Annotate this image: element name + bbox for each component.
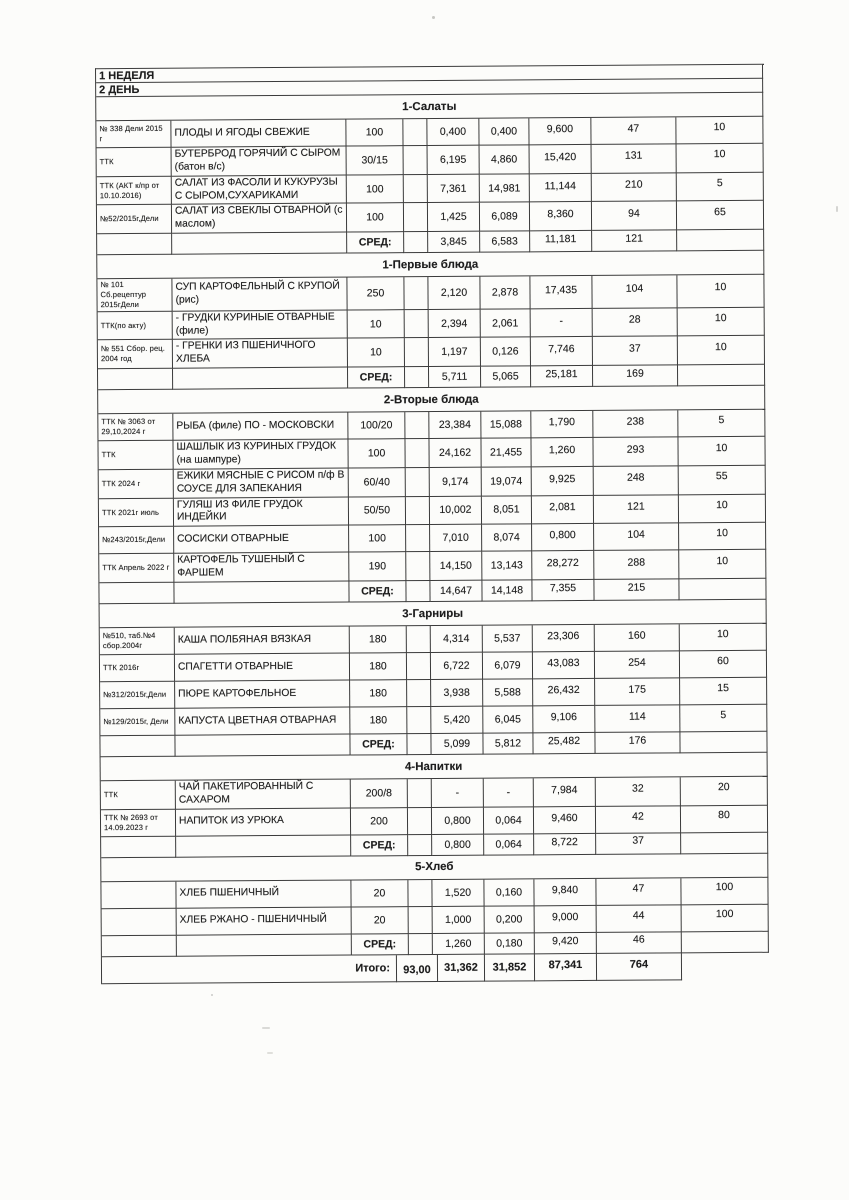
recipe-source-cell: № 338 Дели 2015 г: [96, 121, 171, 148]
value-cell: 3,938: [431, 680, 483, 707]
value-cell: 5: [677, 173, 764, 202]
avg-empty-cell: [682, 932, 769, 954]
total-value-cell: 31,852: [485, 954, 535, 981]
value-cell: 1,000: [433, 906, 485, 933]
value-cell: 1,790: [531, 411, 593, 438]
dish-name-cell: ШАШЛЫК ИЗ КУРИНЫХ ГРУДОК (на шампуре): [173, 440, 348, 470]
recipe-source-cell: [102, 908, 177, 935]
value-cell: 13,143: [482, 552, 532, 581]
table-row: [99, 550, 767, 583]
recipe-source-cell: [101, 881, 176, 908]
value-cell: 2,394: [429, 309, 481, 338]
spacer-cell: [406, 497, 430, 526]
avg-empty-cell: [176, 835, 351, 857]
portion-cell: 100: [349, 525, 406, 552]
recipe-source-cell: ТТК: [98, 441, 173, 470]
avg-value-cell: 11,181: [530, 231, 592, 252]
total-value-cell: 87,341: [535, 954, 597, 981]
avg-label-cell: СРЕД:: [349, 581, 406, 602]
avg-value-cell: 121: [592, 231, 677, 253]
value-cell: 10: [679, 494, 766, 523]
value-cell: 44: [597, 905, 682, 933]
spacer-cell: [408, 835, 432, 856]
value-cell: 42: [596, 806, 681, 834]
value-cell: 7,984: [534, 778, 596, 807]
spacer-cell: [404, 146, 428, 175]
value-cell: 14,981: [480, 174, 530, 203]
dish-name-cell: РЫБА (филе) ПО - МОСКОВСКИ: [173, 413, 348, 441]
value-cell: 55: [679, 466, 766, 495]
section-title: 5-Хлеб: [101, 854, 768, 882]
value-cell: 2,120: [428, 277, 480, 310]
value-cell: 23,306: [533, 625, 595, 652]
avg-value-cell: 9,420: [535, 933, 597, 954]
value-cell: 0,160: [484, 879, 534, 906]
value-cell: 0,800: [432, 807, 484, 834]
portion-cell: 10: [348, 339, 405, 368]
value-cell: 5,537: [483, 625, 533, 652]
dish-name-cell: ГУЛЯШ ИЗ ФИЛЕ ГРУДОК ИНДЕЙКИ: [174, 497, 349, 527]
value-cell: 47: [591, 117, 676, 145]
recipe-source-cell: № 101 Сб.рецептур 2015гДели: [97, 279, 172, 312]
value-cell: 60: [680, 651, 767, 679]
avg-value-cell: 0,064: [484, 834, 534, 855]
avg-value-cell: 1,260: [433, 933, 485, 954]
portion-cell: 100/20: [348, 412, 405, 439]
value-cell: 10: [679, 550, 766, 579]
value-cell: 5: [680, 705, 767, 733]
document-sheet: [95, 64, 770, 984]
value-cell: 100: [682, 905, 769, 933]
week-label: 1 НЕДЕЛЯ: [96, 65, 763, 83]
table-row: [97, 275, 765, 312]
value-cell: 47: [596, 878, 681, 906]
value-cell: 175: [595, 678, 680, 706]
value-cell: 10: [678, 437, 765, 466]
value-cell: 11,144: [530, 174, 592, 203]
avg-value-cell: 3,845: [428, 232, 480, 253]
avg-empty-cell: [680, 732, 767, 754]
menu-table-body: [96, 93, 770, 984]
value-cell: 14,150: [430, 552, 482, 581]
value-cell: 248: [594, 466, 679, 495]
value-cell: 4,314: [431, 626, 483, 653]
value-cell: 43,083: [533, 652, 595, 679]
portion-cell: 100: [346, 119, 403, 146]
avg-empty-cell: [98, 369, 173, 390]
avg-empty-cell: [681, 833, 768, 855]
spacer-cell: [409, 907, 433, 934]
table-row: [97, 144, 765, 177]
avg-value-cell: 25,482: [533, 733, 595, 754]
value-cell: 0,064: [484, 807, 534, 834]
value-cell: 6,045: [483, 706, 533, 733]
recipe-source-cell: №52/2015г,Дели: [97, 205, 172, 234]
value-cell: 100: [681, 878, 768, 906]
avg-empty-cell: [102, 935, 177, 956]
avg-empty-cell: [99, 583, 174, 604]
spacer-cell: [407, 734, 431, 755]
dish-name-cell: САЛАТ ИЗ ФАСОЛИ И КУКУРУЗЫ С СЫРОМ,СУХАРИКАМИ: [172, 175, 347, 205]
dish-name-cell: КАША ПОЛБЯНАЯ ВЯЗКАЯ: [175, 627, 350, 655]
scan-speck: [267, 1052, 273, 1054]
scan-speck: [432, 16, 435, 19]
value-cell: 28: [593, 308, 678, 337]
menu-table: [95, 64, 770, 984]
value-cell: 8,051: [482, 496, 532, 525]
value-cell: 5,588: [483, 679, 533, 706]
total-portion-cell: 93,00: [397, 955, 438, 982]
spacer-cell: [406, 468, 430, 497]
avg-value-cell: 5,812: [483, 733, 533, 754]
avg-empty-cell: [679, 579, 766, 601]
avg-value-cell: 169: [593, 366, 678, 388]
avg-value-cell: 176: [595, 732, 680, 754]
spacer-cell: [406, 581, 430, 602]
spacer-cell: [409, 934, 433, 955]
value-cell: 10: [678, 308, 765, 337]
table-row: [99, 494, 767, 527]
avg-empty-cell: [677, 230, 764, 252]
portion-cell: 20: [352, 907, 409, 934]
value-cell: 20: [681, 777, 768, 806]
value-cell: 9,460: [534, 807, 596, 834]
avg-label-cell: СРЕД:: [351, 835, 408, 856]
value-cell: 5,420: [431, 707, 483, 734]
scan-speck: [211, 994, 213, 996]
value-cell: 8,360: [530, 202, 592, 231]
spacer-cell: [407, 707, 431, 734]
spacer-cell: [404, 277, 428, 310]
portion-cell: 30/15: [347, 146, 404, 175]
value-cell: 9,925: [532, 467, 594, 496]
recipe-source-cell: № 551 Сбор. рец. 2004 год: [98, 340, 173, 369]
value-cell: 37: [593, 337, 678, 366]
table-row: [101, 777, 769, 810]
value-cell: 0,400: [427, 119, 479, 146]
dish-name-cell: ПЮРЕ КАРТОФЕЛЬНОЕ: [175, 681, 350, 709]
portion-cell: 200/8: [351, 779, 408, 808]
value-cell: 2,081: [532, 496, 594, 525]
dish-name-cell: КАРТОФЕЛЬ ТУШЕНЫЙ С ФАРШЕМ: [174, 553, 349, 583]
recipe-source-cell: ТТК(по акту): [98, 311, 173, 340]
recipe-source-cell: №312/2015г,Дели: [100, 682, 175, 709]
section-title: 3-Гарниры: [100, 600, 767, 628]
spacer-cell: [406, 552, 430, 581]
recipe-source-cell: ТТК Апрель 2022 г: [99, 554, 174, 583]
spacer-cell: [403, 119, 427, 146]
avg-value-cell: 14,647: [430, 581, 482, 602]
spacer-cell: [408, 779, 432, 808]
portion-cell: 60/40: [349, 468, 406, 497]
dish-name-cell: САЛАТ ИЗ СВЕКЛЫ ОТВАРНОЙ (с маслом): [172, 204, 347, 234]
section-title: 1-Первые блюда: [97, 251, 764, 279]
recipe-source-cell: №243/2015г,Дели: [99, 527, 174, 554]
avg-value-cell: 7,355: [532, 580, 594, 601]
dish-name-cell: НАПИТОК ИЗ УРЮКА: [176, 808, 351, 836]
value-cell: 6,079: [483, 652, 533, 679]
recipe-source-cell: №510, таб.№4 сбор.2004г: [100, 628, 175, 655]
avg-value-cell: 14,148: [482, 580, 532, 601]
table-row: [97, 172, 765, 205]
table-row: [98, 336, 766, 369]
scan-speck: [836, 206, 838, 212]
avg-empty-cell: [97, 234, 172, 255]
value-cell: 1,425: [428, 203, 480, 232]
total-row: [102, 953, 770, 984]
spacer-cell: [404, 175, 428, 204]
value-cell: 19,074: [482, 467, 532, 496]
recipe-source-cell: ТТК 2016г: [100, 655, 175, 682]
avg-label-cell: СРЕД:: [350, 734, 407, 755]
dish-name-cell: КАПУСТА ЦВЕТНАЯ ОТВАРНАЯ: [175, 708, 350, 736]
value-cell: 10: [677, 144, 764, 173]
spacer-cell: [408, 880, 432, 907]
spacer-cell: [407, 626, 431, 653]
scan-speck: [262, 1027, 270, 1029]
avg-value-cell: 5,065: [481, 367, 531, 388]
value-cell: 17,435: [530, 276, 592, 309]
portion-cell: 100: [347, 175, 404, 204]
portion-cell: 50/50: [349, 497, 406, 526]
dish-name-cell: СУП КАРТОФЕЛЬНЫЙ С КРУПОЙ (рис): [172, 278, 347, 312]
dish-name-cell: ХЛЕБ РЖАНО - ПШЕНИЧНЫЙ: [177, 907, 352, 935]
value-cell: -: [484, 778, 534, 807]
dish-name-cell: - ГРУДКИ КУРИНЫЕ ОТВАРНЫЕ (филе): [173, 310, 348, 340]
value-cell: 104: [594, 524, 679, 552]
value-cell: 210: [592, 173, 677, 202]
portion-cell: 180: [350, 680, 407, 707]
section-title: 2-Вторые блюда: [98, 386, 765, 414]
spacer-cell: [405, 439, 429, 468]
avg-value-cell: 215: [594, 579, 679, 601]
avg-value-cell: 0,800: [432, 834, 484, 855]
value-cell: 32: [596, 777, 681, 806]
avg-empty-cell: [173, 368, 348, 390]
recipe-source-cell: ТТК 2021г июль: [99, 498, 174, 527]
value-cell: 0,400: [479, 118, 529, 145]
spacer-cell: [404, 203, 428, 232]
section-title: 1-Салаты: [96, 93, 763, 121]
spacer-cell: [404, 232, 428, 253]
avg-empty-cell: [174, 582, 349, 604]
total-value-cell: 764: [597, 953, 682, 981]
value-cell: -: [432, 779, 484, 808]
value-cell: 15,088: [481, 412, 531, 439]
value-cell: 121: [594, 495, 679, 524]
value-cell: 2,878: [480, 276, 530, 309]
value-cell: 0,126: [481, 338, 531, 367]
dish-name-cell: СПАГЕТТИ ОТВАРНЫЕ: [175, 654, 350, 682]
value-cell: 2,061: [481, 309, 531, 338]
avg-value-cell: 6,583: [480, 231, 530, 252]
avg-value-cell: 8,722: [534, 834, 596, 855]
avg-empty-cell: [678, 365, 765, 387]
dish-name-cell: ЕЖИКИ МЯСНЫЕ С РИСОМ п/ф В СОУСЕ ДЛЯ ЗАПЕКАНИЯ: [174, 468, 349, 498]
dish-name-cell: ХЛЕБ ПШЕНИЧНЫЙ: [176, 880, 351, 908]
table-row: [98, 437, 766, 470]
value-cell: 1,260: [531, 438, 593, 467]
spacer-cell: [405, 338, 429, 367]
recipe-source-cell: ТТК (АКТ к/пр от 10.10.2016): [97, 176, 172, 205]
value-cell: 160: [595, 624, 680, 652]
avg-label-cell: СРЕД:: [347, 232, 404, 253]
value-cell: 0,800: [532, 524, 594, 551]
value-cell: 7,010: [430, 525, 482, 552]
portion-cell: 20: [351, 880, 408, 907]
avg-empty-cell: [177, 934, 352, 956]
value-cell: 10,002: [430, 496, 482, 525]
value-cell: 80: [681, 806, 768, 834]
value-cell: 1,520: [432, 879, 484, 906]
value-cell: 288: [594, 551, 679, 580]
value-cell: 0,200: [485, 906, 535, 933]
dish-name-cell: ЧАЙ ПАКЕТИРОВАННЫЙ С САХАРОМ: [176, 780, 351, 810]
value-cell: 254: [595, 651, 680, 679]
value-cell: 26,432: [533, 679, 595, 706]
avg-empty-cell: [175, 735, 350, 757]
portion-cell: 100: [348, 439, 405, 468]
avg-value-cell: 5,711: [429, 367, 481, 388]
value-cell: 10: [676, 117, 763, 145]
section-title: 4-Напитки: [101, 753, 768, 781]
avg-value-cell: 5,099: [431, 734, 483, 755]
value-cell: 8,074: [482, 525, 532, 552]
value-cell: 1,197: [429, 338, 481, 367]
value-cell: 6,195: [428, 146, 480, 175]
recipe-source-cell: ТТК: [97, 148, 172, 177]
value-cell: 28,272: [532, 551, 594, 580]
table-row: [97, 201, 765, 234]
value-cell: 114: [595, 705, 680, 733]
value-cell: 4,860: [480, 145, 530, 174]
value-cell: 9,000: [535, 906, 597, 933]
spacer-cell: [405, 367, 429, 388]
value-cell: -: [531, 309, 593, 338]
value-cell: 6,722: [431, 653, 483, 680]
value-cell: 23,384: [429, 412, 481, 439]
value-cell: 7,746: [531, 337, 593, 366]
value-cell: 9,174: [430, 468, 482, 497]
value-cell: 131: [592, 144, 677, 173]
total-label-cell: Итого:: [102, 955, 397, 984]
portion-cell: 200: [351, 808, 408, 835]
value-cell: 293: [593, 438, 678, 467]
value-cell: 238: [593, 411, 678, 439]
dish-name-cell: - ГРЕНКИ ИЗ ПШЕНИЧНОГО ХЛЕБА: [173, 339, 348, 369]
value-cell: 7,361: [428, 174, 480, 203]
avg-value-cell: 0,180: [485, 933, 535, 954]
day-label: 2 ДЕНЬ: [96, 79, 763, 97]
avg-empty-cell: [172, 233, 347, 255]
avg-empty-cell: [100, 736, 175, 757]
dish-name-cell: ПЛОДЫ И ЯГОДЫ СВЕЖИЕ: [171, 120, 346, 148]
recipe-source-cell: ТТК № 3063 от 29,10,2024 г: [98, 414, 173, 441]
value-cell: 104: [592, 276, 677, 309]
value-cell: 5: [678, 410, 765, 438]
value-cell: 10: [678, 336, 765, 365]
avg-value-cell: 46: [597, 932, 682, 954]
spacer-cell: [405, 412, 429, 439]
portion-cell: 100: [347, 204, 404, 233]
value-cell: 10: [679, 523, 766, 551]
recipe-source-cell: ТТК № 2693 от 14.09.2023 г: [101, 809, 176, 836]
dish-name-cell: БУТЕРБРОД ГОРЯЧИЙ С СЫРОМ (батон в/с): [172, 147, 347, 177]
table-row: [98, 308, 766, 341]
recipe-source-cell: ТТК 2024 г: [99, 470, 174, 499]
value-cell: 9,840: [534, 879, 596, 906]
portion-cell: 180: [350, 626, 407, 653]
spacer-cell: [407, 680, 431, 707]
dish-name-cell: СОСИСКИ ОТВАРНЫЕ: [174, 526, 349, 554]
avg-value-cell: 25,181: [531, 366, 593, 387]
value-cell: 6,089: [480, 203, 530, 232]
avg-label-cell: СРЕД:: [348, 367, 405, 388]
value-cell: 10: [680, 624, 767, 652]
portion-cell: 250: [347, 277, 404, 310]
avg-empty-cell: [101, 836, 176, 857]
spacer-cell: [405, 310, 429, 339]
portion-cell: 190: [349, 552, 406, 581]
spacer-cell: [406, 525, 430, 552]
recipe-source-cell: ТТК: [101, 781, 176, 810]
value-cell: 65: [677, 201, 764, 230]
total-value-cell: 31,362: [438, 954, 485, 981]
value-cell: 94: [592, 202, 677, 231]
value-cell: 9,600: [529, 118, 591, 145]
value-cell: 15,420: [530, 145, 592, 174]
avg-value-cell: 37: [596, 833, 681, 855]
value-cell: 24,162: [429, 439, 481, 468]
value-cell: 15: [680, 678, 767, 706]
recipe-source-cell: №129/2015г, Дели: [100, 709, 175, 736]
value-cell: 10: [677, 275, 764, 308]
spacer-cell: [408, 808, 432, 835]
spacer-cell: [407, 653, 431, 680]
avg-label-cell: СРЕД:: [352, 934, 409, 955]
portion-cell: 10: [348, 310, 405, 339]
portion-cell: 180: [350, 653, 407, 680]
table-row: [99, 466, 767, 499]
portion-cell: 180: [350, 707, 407, 734]
value-cell: 9,106: [533, 706, 595, 733]
value-cell: 21,455: [481, 439, 531, 468]
